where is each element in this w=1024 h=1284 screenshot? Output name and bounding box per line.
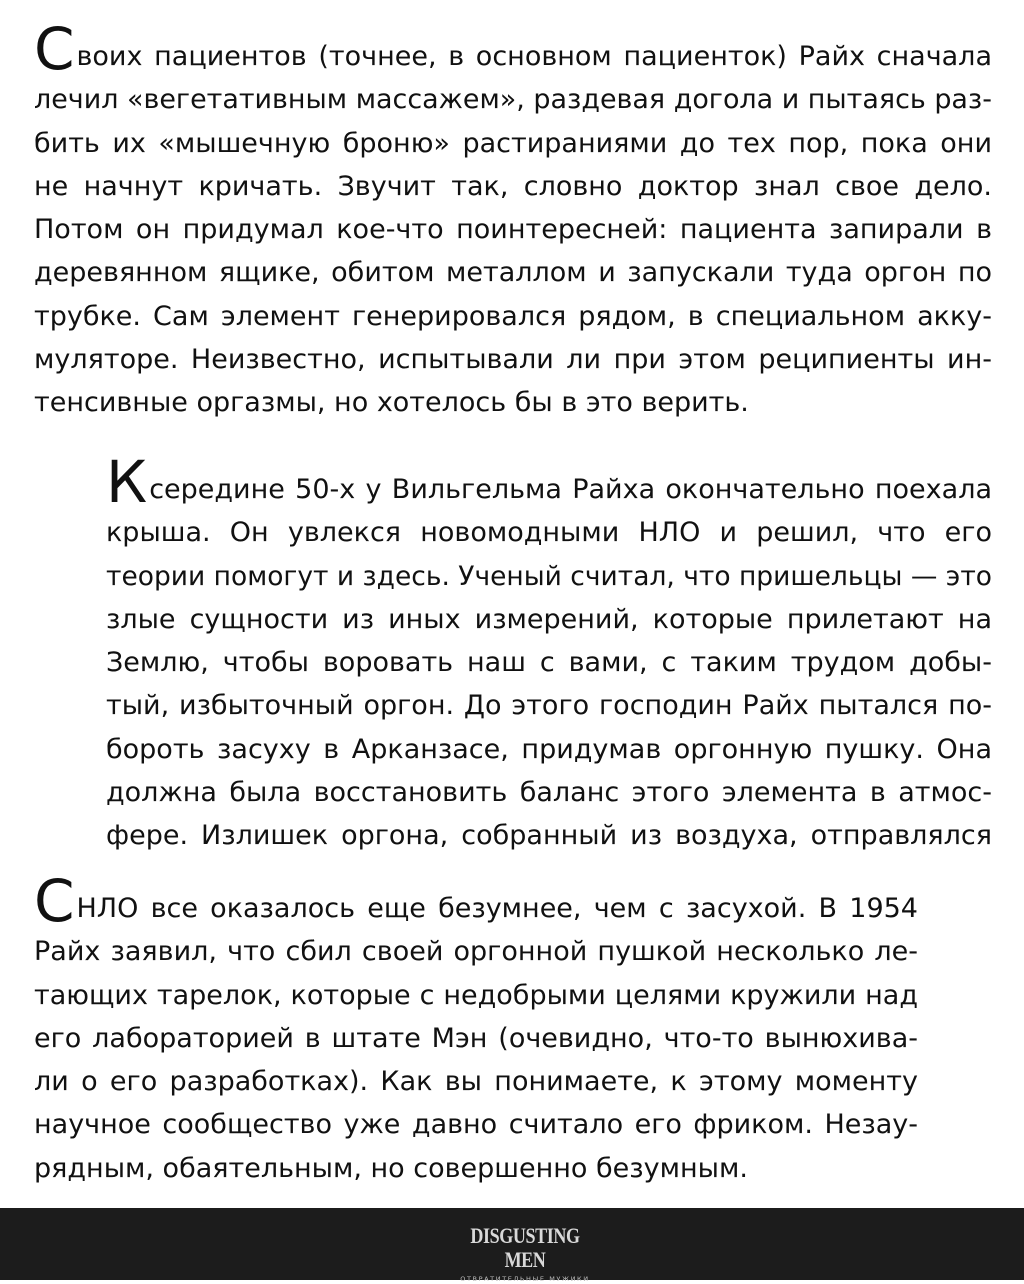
text-line: его лабораторией в штате Мэн (очевидно, что-то вынюхива- [34, 1022, 918, 1054]
footer-bar [0, 1208, 1024, 1283]
article-paragraph-2 [106, 448, 992, 858]
text-line: лечил «вегетативным массажем», раздевая догола и пытаясь раз- [34, 84, 992, 116]
text-line: Своих пациентов (точнее, в основном пациенток) Райх сначала [34, 15, 992, 83]
text-line: бороть засуху в Арканзасе, придумав оргонную пушку. Она [106, 733, 992, 765]
text-line: трубке. Сам элемент генерировался рядом, в специальном акку- [34, 300, 992, 332]
brand-logo [445, 1224, 605, 1284]
brand-name: DISGUSTING MEN [470, 1223, 580, 1272]
text-line: деревянном ящике, обитом металлом и запускали туда оргон по [34, 257, 992, 289]
text-line: тенсивные оргазмы, но хотелось бы в это верить. [34, 387, 749, 419]
dropcap-letter: К [106, 448, 148, 516]
text-line: ли о его разработках). Как вы понимаете, к этому моменту [34, 1066, 918, 1098]
dropcap-letter: С [34, 867, 75, 935]
text-line: не начнут кричать. Звучит так, словно доктор знал свое дело. [34, 170, 992, 202]
text-line: бить их «мышечную броню» растираниями до тех пор, пока они [34, 127, 992, 159]
text-line: Землю, чтобы воровать наш с вами, с таким трудом добы- [106, 647, 992, 679]
text-line: научное сообщество уже давно считало его фриком. Незау- [34, 1109, 918, 1141]
brand-tagline: ОТВРАТИТЕЛЬНЫЕ МУЖИКИ [460, 1275, 590, 1283]
text-line: фере. Излишек оргона, собранный из воздуха, отправлялся [106, 820, 992, 852]
text-line: муляторе. Неизвестно, испытывали ли при этом реципиенты ин- [34, 344, 992, 376]
text-line: должна была восстановить баланс этого элемента в атмос- [106, 777, 992, 809]
text-line: теории помогут и здесь. Ученый считал, что пришельцы — это [106, 560, 992, 592]
text-line: тающих тарелок, которые с недобрыми целями кружили над [34, 979, 918, 1011]
text-line: Ксередине 50-х у Вильгельма Райха окончательно поехала [106, 448, 992, 516]
text-line: тый, избыточный оргон. До этого господин Райх пытался по- [106, 690, 992, 722]
dropcap-letter: С [34, 15, 75, 83]
article-paragraph-3 [34, 867, 918, 1190]
article-paragraph-1 [34, 15, 992, 425]
text-line: злые сущности из иных измерений, которые прилетают на [106, 603, 992, 635]
text-line: крыша. Он увлекся новомодными НЛО и решил, что его [106, 517, 992, 549]
text-line: рядным, обаятельным, но совершенно безумным. [34, 1152, 748, 1184]
text-line: Райх заявил, что сбил своей оргонной пушкой несколько ле- [34, 936, 918, 968]
text-line: СНЛО все оказалось еще безумнее, чем с засухой. В 1954 [34, 867, 918, 935]
text-line: Потом он придумал кое-что поинтересней: пациента запирали в [34, 214, 992, 246]
